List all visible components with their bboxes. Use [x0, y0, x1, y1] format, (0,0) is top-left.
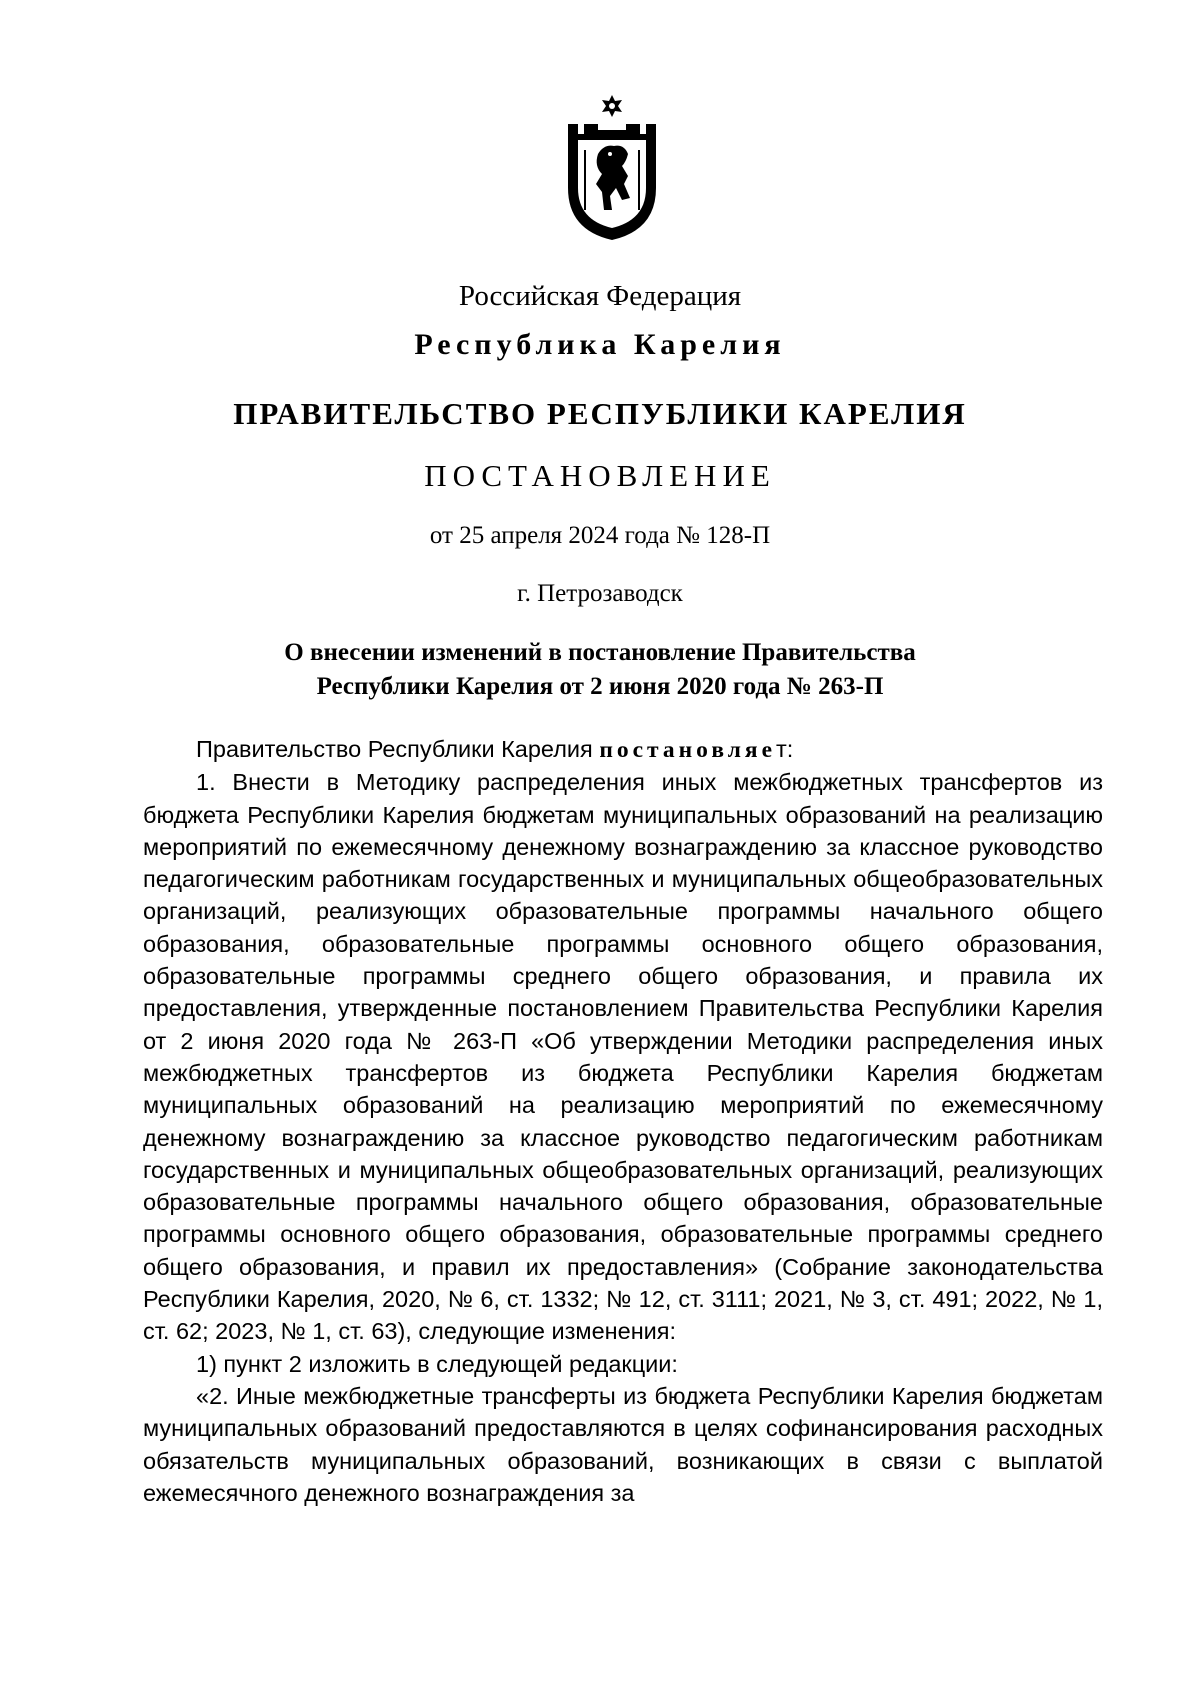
karelia-coat-of-arms-icon [564, 92, 660, 242]
subject-line-2: Республики Карелия от 2 июня 2020 года № 263-П [316, 673, 884, 700]
document-city: г. Петрозаводск [517, 580, 683, 607]
intro-spaced-word: постановляе [599, 737, 777, 763]
document-type: ПОСТАНОВЛЕНИЕ [424, 458, 776, 493]
paragraph-1: 1. Внести в Методику распределения иных межбюджетных трансфертов из бюджета Республики Карелия бюджетам муниципальных образований на реализацию мероприятий по ежемесячному денежному вознаграждению за классное руководство педагогическим работникам государственных и муниципальных общеобразовательных организаций, реализующих образовательные программы начального общего образования, образовательные программы основного общего образования, образовательные программы среднего общего образования, и правила их предоставления, утвержденные постановлением Правительства Республики Карелия от 2 июня 2020 года № 263-П «Об утверждении Методики распределения иных межбюджетных трансфертов из бюджета Республики Карелия бюджетам муниципальных образований на реализацию мероприятий по ежемесячному денежному вознаграждению за классное руководство педагогическим работникам государственных и муниципальных общеобразовательных организаций, реализующих образовательные программы начального общего образования, образовательные программы основного общего образования, образовательные программы среднего общего образования, и правил их предоставления» (Собрание законодательства Республики Карелия, 2020, № 6, ст. 1332; № 12, ст. 3111; 2021, № 3, ст. 491; 2022, № 1, ст. 62; 2023, № 1, ст. 63), следующие изменения: [143, 769, 1103, 1345]
subject-line-1: О внесении изменений в постановление Правительства [284, 639, 916, 666]
document-date-number: от 25 апреля 2024 года № 128-П [429, 522, 771, 549]
document-subject [0, 636, 1200, 704]
intro-suffix: т: [776, 736, 794, 762]
government-name: ПРАВИТЕЛЬСТВО РЕСПУБЛИКИ КАРЕЛИЯ [233, 396, 967, 431]
country-name: Российская Федерация [458, 280, 742, 312]
paragraph-2: 1) пункт 2 изложить в следующей редакции: [196, 1350, 678, 1377]
paragraph-3: «2. Иные межбюджетные трансферты из бюджета Республики Карелия бюджетам муниципальных образований предоставляются в целях софинансирования расходных обязательств муниципальных образований, возникающих в связи с выплатой ежемесячного денежного вознаграждения за [143, 1382, 1103, 1506]
star-icon [602, 95, 622, 117]
document-body [143, 733, 1103, 1509]
intro-paragraph [143, 733, 1103, 766]
intro-prefix: Правительство Республики Карелия [196, 736, 600, 762]
republic-name: Республика Карелия [414, 328, 786, 361]
